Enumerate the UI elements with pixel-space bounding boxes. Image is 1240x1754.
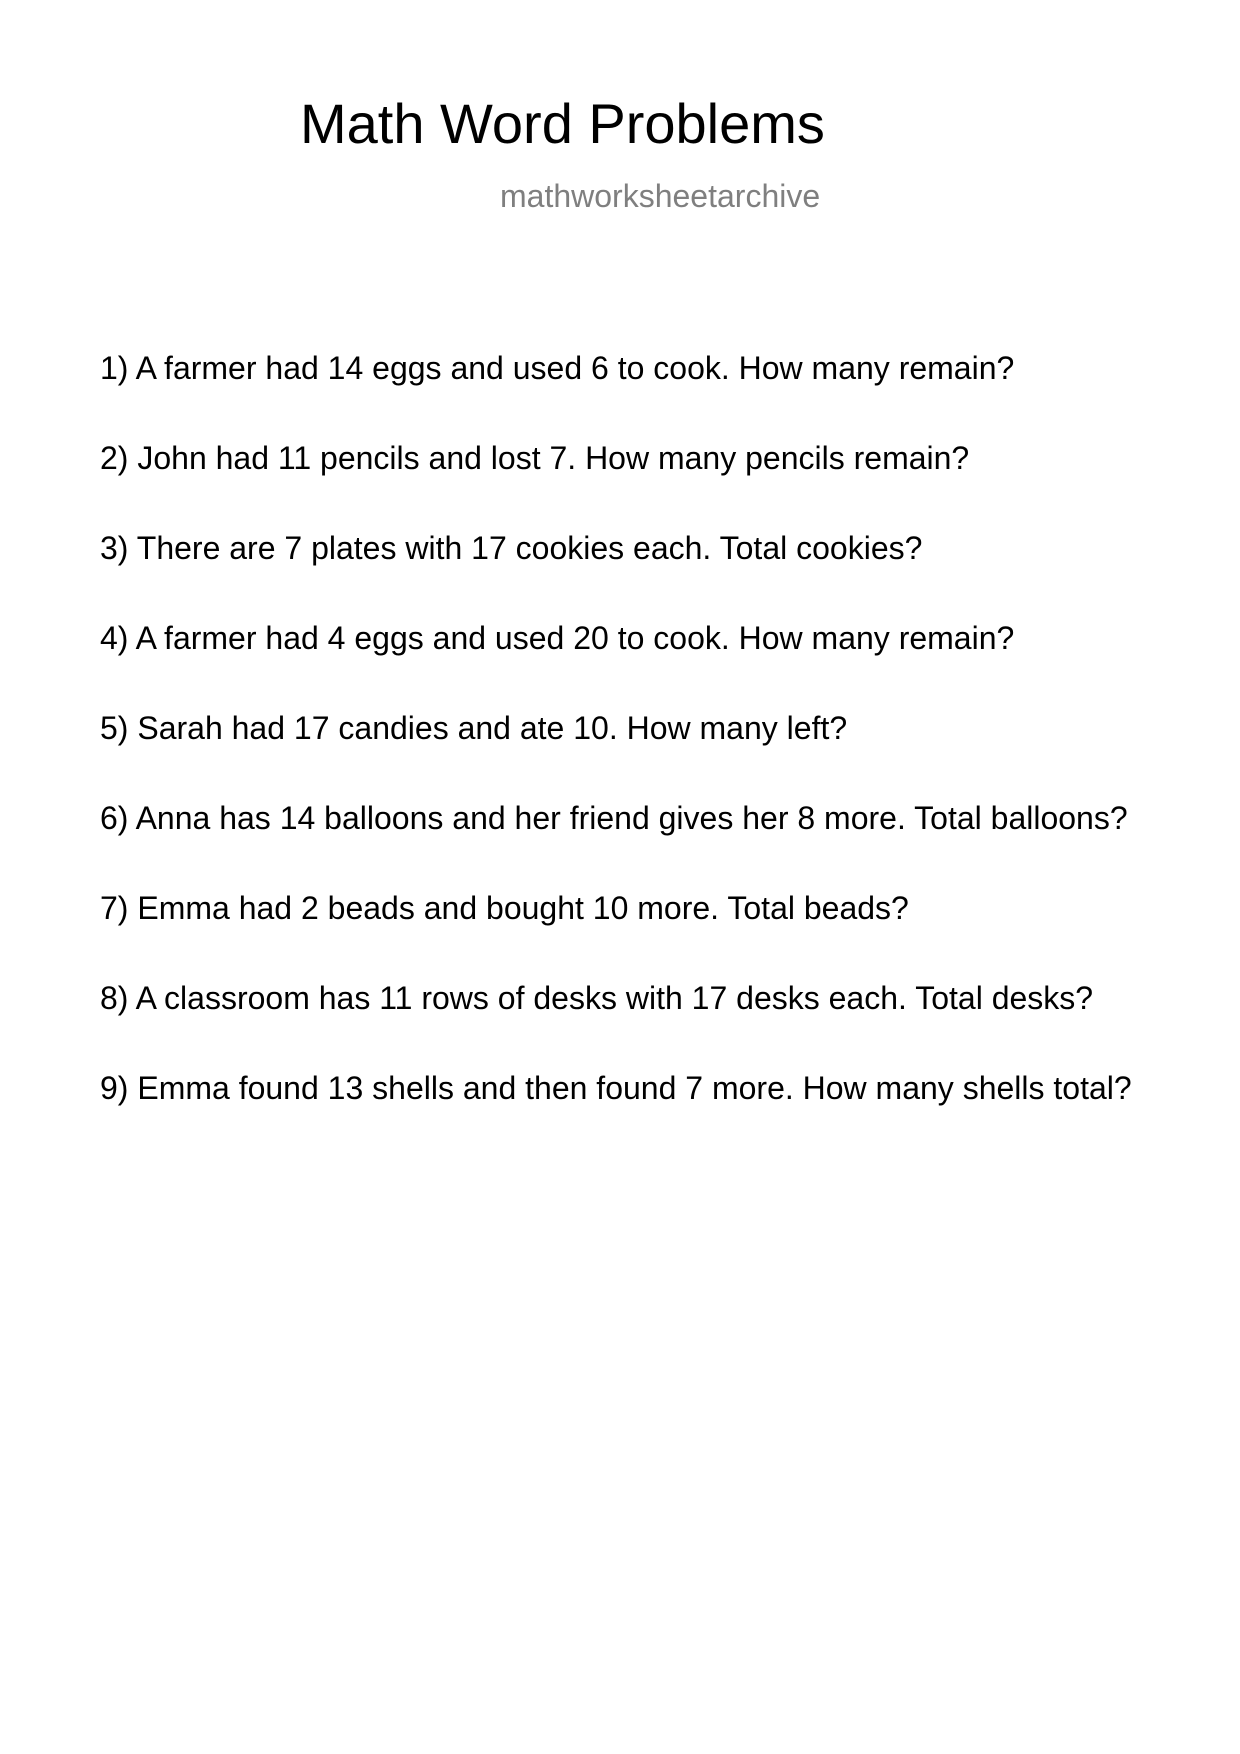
problem-4: 4) A farmer had 4 eggs and used 20 to cook. How many remain? (100, 620, 1015, 656)
problem-6: 6) Anna has 14 balloons and her friend gives her 8 more. Total balloons? (100, 800, 1128, 836)
problem-1: 1) A farmer had 14 eggs and used 6 to cook. How many remain? (100, 350, 1015, 386)
problem-list (100, 352, 1132, 1162)
problem-3: 3) There are 7 plates with 17 cookies each. Total cookies? (100, 530, 923, 566)
problem-2: 2) John had 11 pencils and lost 7. How many pencils remain? (100, 440, 970, 476)
problem-8: 8) A classroom has 11 rows of desks with 17 desks each. Total desks? (100, 980, 1094, 1016)
problem-7: 7) Emma had 2 beads and bought 10 more. Total beads? (100, 890, 909, 926)
worksheet-source: mathworksheetarchive (500, 178, 821, 214)
problem-5: 5) Sarah had 17 candies and ate 10. How many left? (100, 710, 848, 746)
problem-9: 9) Emma found 13 shells and then found 7 more. How many shells total? (100, 1070, 1132, 1106)
worksheet-title: Math Word Problems (300, 92, 825, 155)
